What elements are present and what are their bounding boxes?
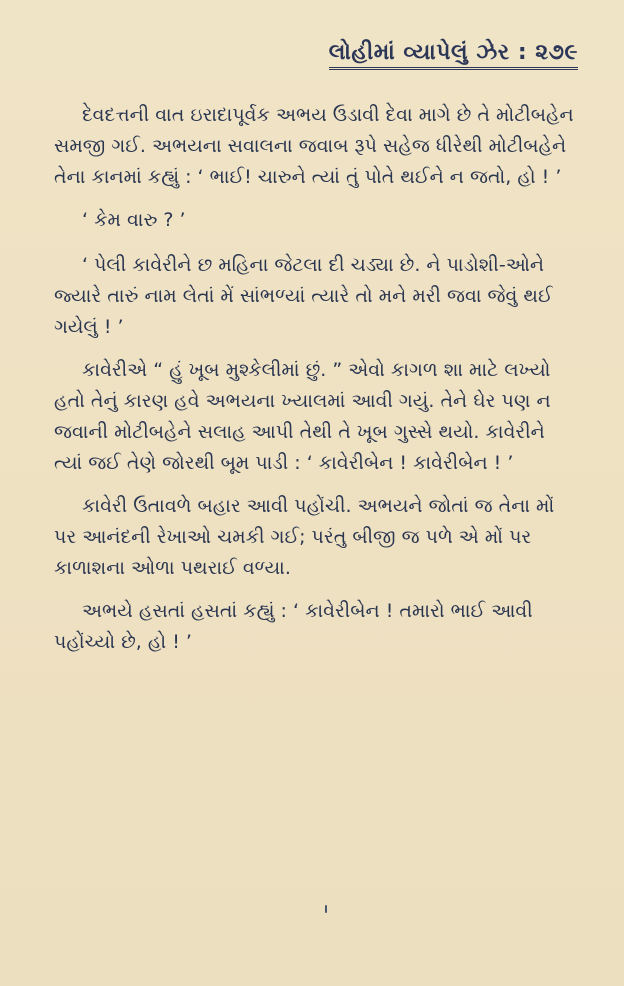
paragraph: અભયે હસતાં હસતાં કહ્યું : ‘ કાવેરીબેન ! તમારો ભાઈ આવી પહોંચ્યો છે, હો ! ’: [54, 600, 533, 653]
paragraph: કાવેરીએ “ હું ખૂબ મુશ્કેલીમાં છું. ” એવો કાગળ શા માટે લખ્યો હતો તેનું કારણ હવે અભયના ખ્યાલમાં આવી ગયું. તેને ઘેર પણ ન જવાની મોટીબહેને સલાહ આપી તેથી તે ખૂબ ગુસ્સે થયો. કાવેરીને ત્યાં જઈ તેણે જોરથી બૂમ પાડી : ‘ કાવેરીબેન ! કાવેરીબેન ! ’: [54, 359, 551, 474]
paragraph: ‘ કેમ વારુ ? ’: [82, 209, 186, 231]
paragraph: દેવદત્તની વાત ઇરાદાપૂર્વક અભય ઉડાવી દેવા માગે છે તે મોટીબહેન સમજી ગઈ. અભયના સવાલના જવાબ રૂપે સહેજ ધીરેથી મોટીબહેને તેના કાનમાં કહ્યું : ‘ ભાઈ! ચારુને ત્યાં તું પોતે થઈને ન જતો, હો ! ’: [54, 104, 574, 188]
page-header: [329, 40, 578, 70]
paragraph: ‘ પેલી કાવેરીને છ મહિના જેટલા દી ચડ્યા છે. ને પાડોશી-ઓને જ્યારે તારું નામ લેતાં મેં સાંભળ્યાં ત્યારે તો મને મરી જવા જેવું થઈ ગયેલું ! ’: [54, 254, 553, 338]
ink-speck: [325, 905, 327, 913]
running-title: લોહીમાં વ્યાપેલું ઝેર : ૨૭૯: [329, 40, 578, 70]
paragraph: કાવેરી ઉતાવળે બહાર આવી પહોંચી. અભયને જોતાં જ તેના મોં પર આનંદની રેખાઓ ચમકી ગઈ; પરંતુ બીજી જ પળે એ મોં પર કાળાશના ઓળા પથરાઈ વળ્યા.: [54, 495, 555, 579]
page-body: [54, 100, 578, 670]
